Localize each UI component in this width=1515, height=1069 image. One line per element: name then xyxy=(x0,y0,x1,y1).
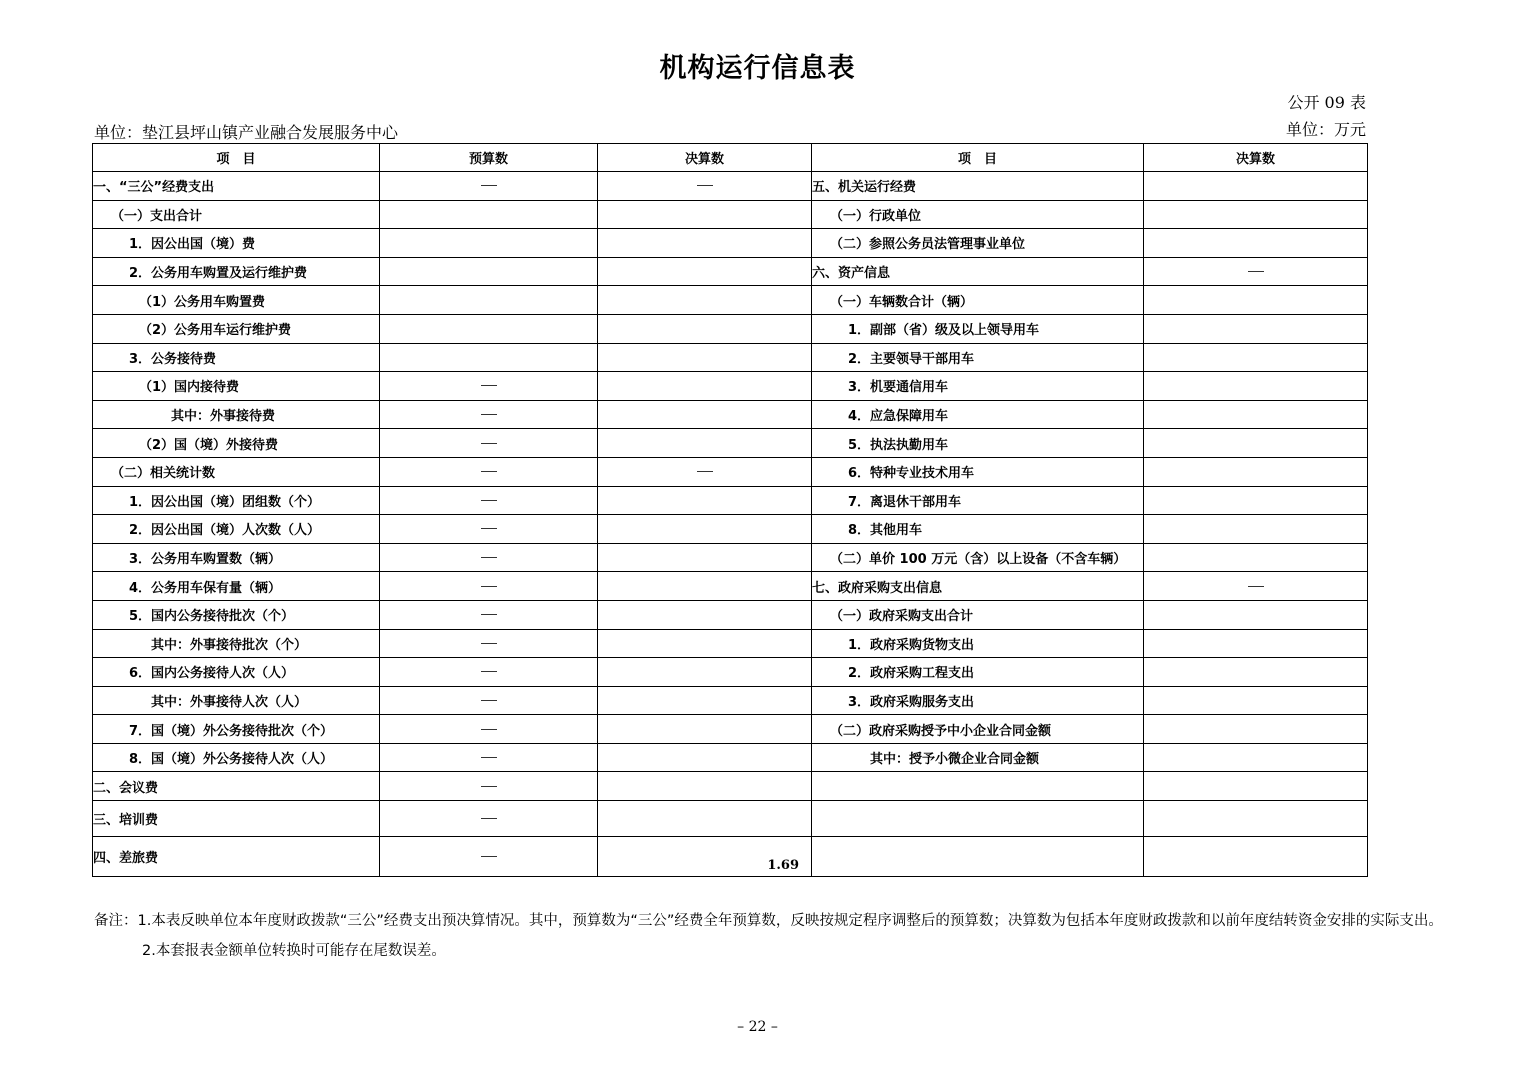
row-budget-dash xyxy=(380,172,598,201)
row-final-right-value xyxy=(1144,515,1368,544)
table-row xyxy=(93,743,1368,772)
row-budget-dash xyxy=(380,715,598,744)
header-final: 决算数 xyxy=(598,144,812,172)
row-budget-dash xyxy=(380,486,598,515)
table-row xyxy=(93,400,1368,429)
row-final-value xyxy=(598,372,812,401)
row-final-right-value xyxy=(1144,837,1368,877)
row-final-value xyxy=(598,286,812,315)
row-budget-dash xyxy=(380,772,598,801)
row-item-right: 六、资产信息 xyxy=(812,257,1144,286)
row-item-left: 3．公务用车购置数（辆） xyxy=(93,543,380,572)
row-final-value xyxy=(598,200,812,229)
row-budget-dash xyxy=(380,837,598,877)
row-item-left: （二）相关统计数 xyxy=(93,457,380,486)
note-2: 2.本套报表金额单位转换时可能存在尾数误差。 xyxy=(142,943,446,959)
row-final-value: 1.69 xyxy=(598,837,812,877)
row-item-left: 4．公务用车保有量（辆） xyxy=(93,572,380,601)
form-number xyxy=(1287,90,1366,113)
table-row xyxy=(93,486,1368,515)
header-item-right: 项 目 xyxy=(812,144,1144,172)
dash-mark xyxy=(481,443,497,444)
row-final-value xyxy=(598,543,812,572)
table-row xyxy=(93,629,1368,658)
table-row xyxy=(93,286,1368,315)
table-row xyxy=(93,572,1368,601)
row-item-right: （一）车辆数合计（辆） xyxy=(812,286,1144,315)
row-item-right: 3．机要通信用车 xyxy=(812,372,1144,401)
dash-mark xyxy=(481,729,497,730)
row-item-right: 1．副部（省）级及以上领导用车 xyxy=(812,314,1144,343)
row-final-right-value xyxy=(1144,743,1368,772)
row-item-right xyxy=(812,801,1144,837)
row-item-right: 五、机关运行经费 xyxy=(812,172,1144,201)
dash-mark xyxy=(481,818,497,819)
page-number: – 22 – xyxy=(737,1019,778,1035)
row-final-right-value xyxy=(1144,372,1368,401)
row-budget-dash xyxy=(380,743,598,772)
row-final-right-dash xyxy=(1144,572,1368,601)
header-budget: 预算数 xyxy=(380,144,598,172)
row-final-value xyxy=(598,715,812,744)
table-row xyxy=(93,837,1368,877)
table-row xyxy=(93,429,1368,458)
notes xyxy=(94,906,1479,966)
row-final-right-value xyxy=(1144,600,1368,629)
info-table xyxy=(92,143,1368,877)
table-row xyxy=(93,515,1368,544)
row-budget-value xyxy=(380,200,598,229)
row-final-dash xyxy=(598,457,812,486)
row-item-left: （2）公务用车运行维护费 xyxy=(93,314,380,343)
dash-mark xyxy=(481,700,497,701)
dash-mark xyxy=(481,614,497,615)
table-row xyxy=(93,343,1368,372)
row-item-right: 6．特种专业技术用车 xyxy=(812,457,1144,486)
table-row xyxy=(93,200,1368,229)
table-row xyxy=(93,543,1368,572)
dash-mark xyxy=(1248,271,1264,272)
row-item-right: 4．应急保障用车 xyxy=(812,400,1144,429)
row-budget-dash xyxy=(380,801,598,837)
row-budget-dash xyxy=(380,429,598,458)
row-item-left: 三、培训费 xyxy=(93,801,380,837)
dash-mark xyxy=(481,671,497,672)
row-final-value xyxy=(598,801,812,837)
table-row xyxy=(93,229,1368,258)
row-final-value xyxy=(598,686,812,715)
form-number-prefix: 公开 xyxy=(1287,93,1325,112)
dash-mark xyxy=(481,414,497,415)
row-item-left: 2．因公出国（境）人次数（人） xyxy=(93,515,380,544)
row-item-left: 二、会议费 xyxy=(93,772,380,801)
header-final-right: 决算数 xyxy=(1144,144,1368,172)
row-budget-value xyxy=(380,229,598,258)
row-item-left: 其中：外事接待费 xyxy=(93,400,380,429)
form-number-value: 09 xyxy=(1324,93,1345,112)
table-row xyxy=(93,772,1368,801)
row-item-right: （一）行政单位 xyxy=(812,200,1144,229)
table-row xyxy=(93,314,1368,343)
row-final-value xyxy=(598,257,812,286)
table-row xyxy=(93,372,1368,401)
row-final-right-value xyxy=(1144,172,1368,201)
dash-mark xyxy=(481,385,497,386)
row-final-right-value xyxy=(1144,686,1368,715)
row-item-right xyxy=(812,837,1144,877)
row-item-right xyxy=(812,772,1144,801)
row-final-value xyxy=(598,572,812,601)
row-item-right: （一）政府采购支出合计 xyxy=(812,600,1144,629)
row-item-left: 其中：外事接待批次（个） xyxy=(93,629,380,658)
row-final-right-value xyxy=(1144,629,1368,658)
dash-mark xyxy=(481,500,497,501)
row-final-right-dash xyxy=(1144,257,1368,286)
row-budget-dash xyxy=(380,372,598,401)
row-item-right: （二）单价 100 万元（含）以上设备（不含车辆） xyxy=(812,543,1144,572)
row-item-left: 1．因公出国（境）费 xyxy=(93,229,380,258)
row-final-right-value xyxy=(1144,457,1368,486)
row-final-right-value xyxy=(1144,286,1368,315)
row-final-right-value xyxy=(1144,343,1368,372)
row-budget-dash xyxy=(380,543,598,572)
row-final-value xyxy=(598,743,812,772)
row-item-right: （二）参照公务员法管理事业单位 xyxy=(812,229,1144,258)
row-budget-value xyxy=(380,343,598,372)
row-final-right-value xyxy=(1144,229,1368,258)
row-budget-dash xyxy=(380,686,598,715)
row-budget-dash xyxy=(380,658,598,687)
currency-unit: 单位：万元 xyxy=(1285,120,1366,139)
row-item-left: 5．国内公务接待批次（个） xyxy=(93,600,380,629)
row-item-right: 其中：授予小微企业合同金额 xyxy=(812,743,1144,772)
row-budget-dash xyxy=(380,457,598,486)
dash-mark xyxy=(481,786,497,787)
row-final-right-value xyxy=(1144,486,1368,515)
row-item-right: 3．政府采购服务支出 xyxy=(812,686,1144,715)
row-item-right: （二）政府采购授予中小企业合同金额 xyxy=(812,715,1144,744)
row-item-left: 7．国（境）外公务接待批次（个） xyxy=(93,715,380,744)
row-budget-value xyxy=(380,286,598,315)
row-budget-dash xyxy=(380,600,598,629)
row-item-right: 2．政府采购工程支出 xyxy=(812,658,1144,687)
row-item-left: 8．国（境）外公务接待人次（人） xyxy=(93,743,380,772)
row-final-value xyxy=(598,600,812,629)
row-final-dash xyxy=(598,172,812,201)
row-item-left: 其中：外事接待人次（人） xyxy=(93,686,380,715)
table-row xyxy=(93,658,1368,687)
dash-mark xyxy=(481,528,497,529)
row-item-right: 7．离退休干部用车 xyxy=(812,486,1144,515)
row-final-value xyxy=(598,515,812,544)
row-final-right-value xyxy=(1144,200,1368,229)
row-final-value xyxy=(598,658,812,687)
row-final-right-value xyxy=(1144,801,1368,837)
row-item-left: 2．公务用车购置及运行维护费 xyxy=(93,257,380,286)
row-budget-dash xyxy=(380,515,598,544)
row-budget-dash xyxy=(380,629,598,658)
row-budget-value xyxy=(380,257,598,286)
dash-mark xyxy=(481,643,497,644)
table-header-row xyxy=(93,144,1368,172)
row-final-value xyxy=(598,400,812,429)
dash-mark xyxy=(481,471,497,472)
table-row xyxy=(93,600,1368,629)
page-title: 机构运行信息表 xyxy=(659,53,856,84)
table-row xyxy=(93,801,1368,837)
row-final-right-value xyxy=(1144,543,1368,572)
row-item-right: 5．执法执勤用车 xyxy=(812,429,1144,458)
row-item-left: 1．因公出国（境）团组数（个） xyxy=(93,486,380,515)
table-row xyxy=(93,457,1368,486)
row-item-right: 1．政府采购货物支出 xyxy=(812,629,1144,658)
row-final-right-value xyxy=(1144,772,1368,801)
table-row xyxy=(93,172,1368,201)
row-item-left: （2）国（境）外接待费 xyxy=(93,429,380,458)
dash-mark xyxy=(481,856,497,857)
row-final-right-value xyxy=(1144,429,1368,458)
row-item-left: 6．国内公务接待人次（人） xyxy=(93,658,380,687)
row-budget-dash xyxy=(380,572,598,601)
row-item-left: （1）国内接待费 xyxy=(93,372,380,401)
dash-mark xyxy=(481,557,497,558)
row-item-right: 七、政府采购支出信息 xyxy=(812,572,1144,601)
row-item-right: 8．其他用车 xyxy=(812,515,1144,544)
row-final-value xyxy=(598,314,812,343)
row-final-right-value xyxy=(1144,400,1368,429)
dash-mark xyxy=(481,757,497,758)
row-final-value xyxy=(598,429,812,458)
row-final-right-value xyxy=(1144,658,1368,687)
dash-mark xyxy=(697,185,713,186)
dash-mark xyxy=(481,586,497,587)
dash-mark xyxy=(481,185,497,186)
row-final-value xyxy=(598,486,812,515)
table-row xyxy=(93,715,1368,744)
row-item-left: 3．公务接待费 xyxy=(93,343,380,372)
form-number-suffix: 表 xyxy=(1344,93,1366,112)
row-final-right-value xyxy=(1144,314,1368,343)
row-item-left: 四、差旅费 xyxy=(93,837,380,877)
row-final-value xyxy=(598,343,812,372)
row-item-right: 2．主要领导干部用车 xyxy=(812,343,1144,372)
row-budget-dash xyxy=(380,400,598,429)
dash-mark xyxy=(697,471,713,472)
row-final-value xyxy=(598,772,812,801)
header-item: 项 目 xyxy=(93,144,380,172)
organization-unit: 单位：垫江县坪山镇产业融合发展服务中心 xyxy=(94,123,399,142)
row-budget-value xyxy=(380,314,598,343)
table-row xyxy=(93,686,1368,715)
note-1: 备注：1.本表反映单位本年度财政拨款“三公”经费支出预决算情况。其中，预算数为“三公”经费全年预算数，反映按规定程序调整后的预算数；决算数为包括本年度财政拨款和以前年度结转资金安排的实际支出。 xyxy=(94,913,1443,929)
row-item-left: （1）公务用车购置费 xyxy=(93,286,380,315)
row-final-value xyxy=(598,229,812,258)
row-final-right-value xyxy=(1144,715,1368,744)
row-item-left: （一）支出合计 xyxy=(93,200,380,229)
dash-mark xyxy=(1248,586,1264,587)
row-final-value xyxy=(598,629,812,658)
row-item-left: 一、“三公”经费支出 xyxy=(93,172,380,201)
table-row xyxy=(93,257,1368,286)
